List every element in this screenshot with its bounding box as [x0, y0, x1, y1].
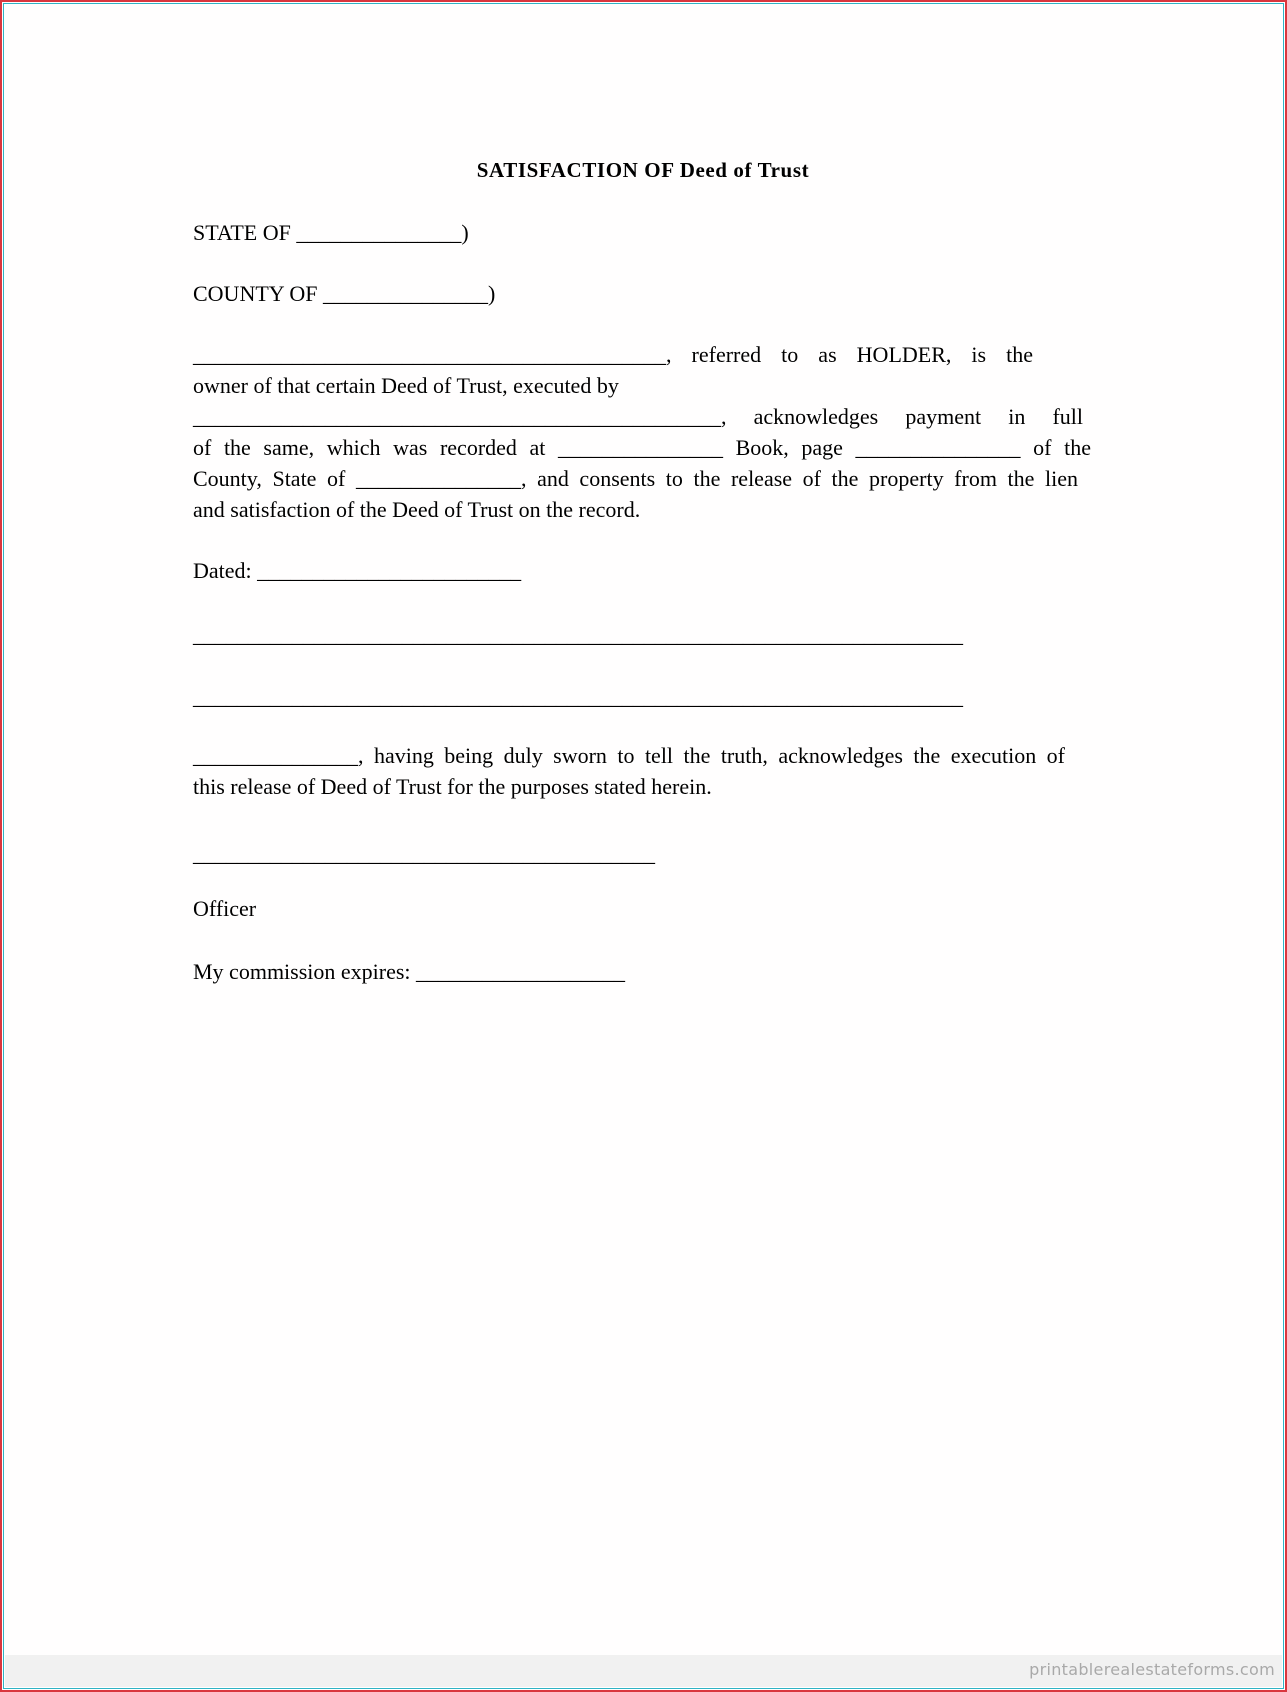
- holder-paragraph-line: County, State of _______________, and consents to the release of the property from the lien: [193, 466, 1078, 491]
- holder-paragraph-line: ________________________________________________, acknowledges payment in full: [193, 404, 1083, 429]
- sworn-paragraph-line: this release of Deed of Trust for the purposes stated herein.: [193, 774, 712, 799]
- sworn-paragraph-line: _______________, having being duly sworn to tell the truth, acknowledges the execution of: [193, 743, 1065, 768]
- holder-paragraph-line: owner of that certain Deed of Trust, executed by: [193, 373, 619, 398]
- holder-paragraph: [193, 339, 1093, 525]
- document-title: SATISFACTION OF Deed of Trust: [476, 158, 810, 182]
- sworn-paragraph: [193, 740, 1093, 802]
- holder-paragraph-line: and satisfaction of the Deed of Trust on the record.: [193, 497, 641, 522]
- signature-line-1: ______________________________________________________________________: [193, 622, 963, 647]
- commission-line: My commission expires: ___________________: [193, 959, 626, 984]
- county-line: COUNTY OF _______________): [193, 281, 496, 306]
- holder-paragraph-line: of the same, which was recorded at _______________ Book, page _______________ of the: [193, 435, 1091, 460]
- holder-paragraph-line: ___________________________________________, referred to as HOLDER, is the: [193, 342, 1033, 367]
- signature-line-2: ______________________________________________________________________: [193, 684, 963, 709]
- watermark: printablerealestateforms.com: [1029, 1660, 1275, 1679]
- state-line: STATE OF _______________): [193, 220, 469, 245]
- officer-signature-line: __________________________________________: [193, 841, 655, 866]
- officer-label: Officer: [193, 896, 257, 921]
- dated-line: Dated: ________________________: [193, 558, 522, 583]
